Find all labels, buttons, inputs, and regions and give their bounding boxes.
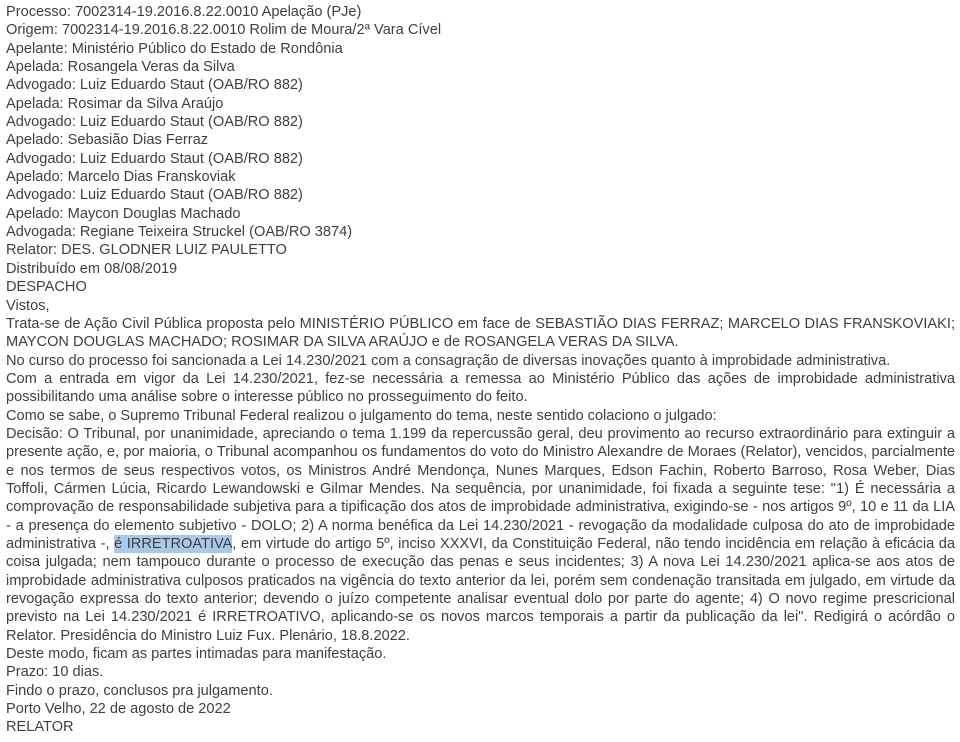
header-line-distribuido: Distribuído em 08/08/2019 [6,260,178,277]
header-line-advogado-1: Advogado: Luiz Eduardo Staut (OAB/RO 882) [6,77,303,94]
header-line-advogado-2: Advogado: Luiz Eduardo Staut (OAB/RO 882) [6,114,303,131]
header-line-apelante: Apelante: Ministério Público do Estado de Rondônia [6,40,343,57]
header-line-apelado-2: Apelado: Marcelo Dias Franskoviak [6,169,236,186]
case-header-block [6,3,955,315]
header-line-advogado-3: Advogado: Luiz Eduardo Staut (OAB/RO 882) [6,150,303,167]
header-line-apelado-3: Apelado: Maycon Douglas Machado [6,205,241,222]
header-line-apelada-1: Apelada: Rosangela Veras da Silva [6,59,235,76]
paragraph-deadline: Prazo: 10 dias. [6,664,104,681]
header-line-advogada: Advogada: Regiane Teixeira Struckel (OAB/RO 3874) [6,224,353,241]
paragraph-law-enacted: No curso do processo foi sancionada a Lei 14.230/2021 com a consagração de diversas inovações quanto à improbidade administrativa. [6,352,891,369]
header-line-processo: Processo: 7002314-19.2016.8.22.0010 Apelação (PJe) [6,4,362,20]
paragraph-stf-decision [6,425,955,645]
header-line-origem: Origem: 7002314-19.2016.8.22.0010 Rolim de Moura/2ª Vara Cível [6,22,442,39]
selected-text-highlight: é IRRETROATIVA [114,535,233,552]
dispatch-body [6,315,955,737]
header-line-vistos: Vistos, [6,297,50,314]
header-line-advogado-4: Advogado: Luiz Eduardo Staut (OAB/RO 882) [6,187,303,204]
header-line-apelada-2: Apelada: Rosimar da Silva Araújo [6,95,224,112]
header-line-despacho: DESPACHO [6,279,87,296]
paragraph-signature: RELATOR [6,719,74,736]
paragraph-place-date: Porto Velho, 22 de agosto de 2022 [6,701,231,718]
header-line-apelado-1: Apelado: Sebasião Dias Ferraz [6,132,208,149]
paragraph-law-in-force: Com a entrada em vigor da Lei 14.230/2021, fez-se necessária a remessa ao Ministério Público das ações de improbidade administrativa possibilitando uma análise sobre o interesse público no prosseguimento do feito. [6,370,955,406]
decision-text-after: , em virtude do artigo 5º, inciso XXXVI, da Constituição Federal, não tendo incidência em relação à eficácia da coisa julgada; nem tampouco durante o processo de execução das penas e seus incidentes; 3) A nova Lei 14.230/2021 aplica-se aos atos de improbidade administrativa culposos praticados na vigência do texto anterior da lei, porém sem condenação transitada em julgado, em virtude da revogação expressa do texto anterior; devendo o juízo competente analisar eventual dolo por parte do agente; 4) O novo regime prescricional previsto na Lei 14.230/2021 é IRRETROATIVO, aplicando-se os novos marcos temporais a partir da publicação da lei". Redigirá o acórdão o Relator. Presidência do Ministro Luiz Fux. Plenário, 18.8.2022. [6,535,955,644]
header-line-relator: Relator: DES. GLODNER LUIZ PAULETTO [6,242,287,259]
decision-text-before: Decisão: O Tribunal, por unanimidade, apreciando o tema 1.199 da repercussão geral, deu provimento ao recurso extraordinário para extinguir a presente ação, e, por maioria, o Tribunal acompanhou os fundamentos do voto do Ministro Alexandre de Moraes (Relator), vencidos, parcialmente e nos termos de seus respectivos votos, os Ministros André Mendonça, Nunes Marques, Edson Fachin, Roberto Barroso, Rosa Weber, Dias Toffoli, Cármen Lúcia, Ricardo Lewandowski e Gilmar Mendes. Na sequência, por unanimidade, foi fixada a seguinte tese: "1) É necessária a comprovação de responsabilidade subjetiva para a tipificação dos atos de improbidade administrativa, exigindo-se - nos artigos 9º, 10 e 11 da LIA - a presença do elemento subjetivo - DOLO; 2) A norma benéfica da Lei 14.230/2021 - revogação da modalidade culposa do ato de improbidade administrativa -, [6,425,955,552]
paragraph-stf-intro: Como se sabe, o Supremo Tribunal Federal realizou o julgamento do tema, neste sentido colaciono o julgado: [6,407,717,424]
paragraph-after-deadline: Findo o prazo, conclusos pra julgamento. [6,682,273,699]
paragraph-closing-notice: Deste modo, ficam as partes intimadas para manifestação. [6,646,387,663]
paragraph-intro: Trata-se de Ação Civil Pública proposta pelo MINISTÉRIO PÚBLICO em face de SEBASTIÃO DIAS FERRAZ; MARCELO DIAS FRANSKOVIAKI; MAYCON DOUGLAS MACHADO; ROSIMAR DA SILVA ARAÚJO e de ROSANGELA VERAS DA SILVA. [6,315,955,351]
